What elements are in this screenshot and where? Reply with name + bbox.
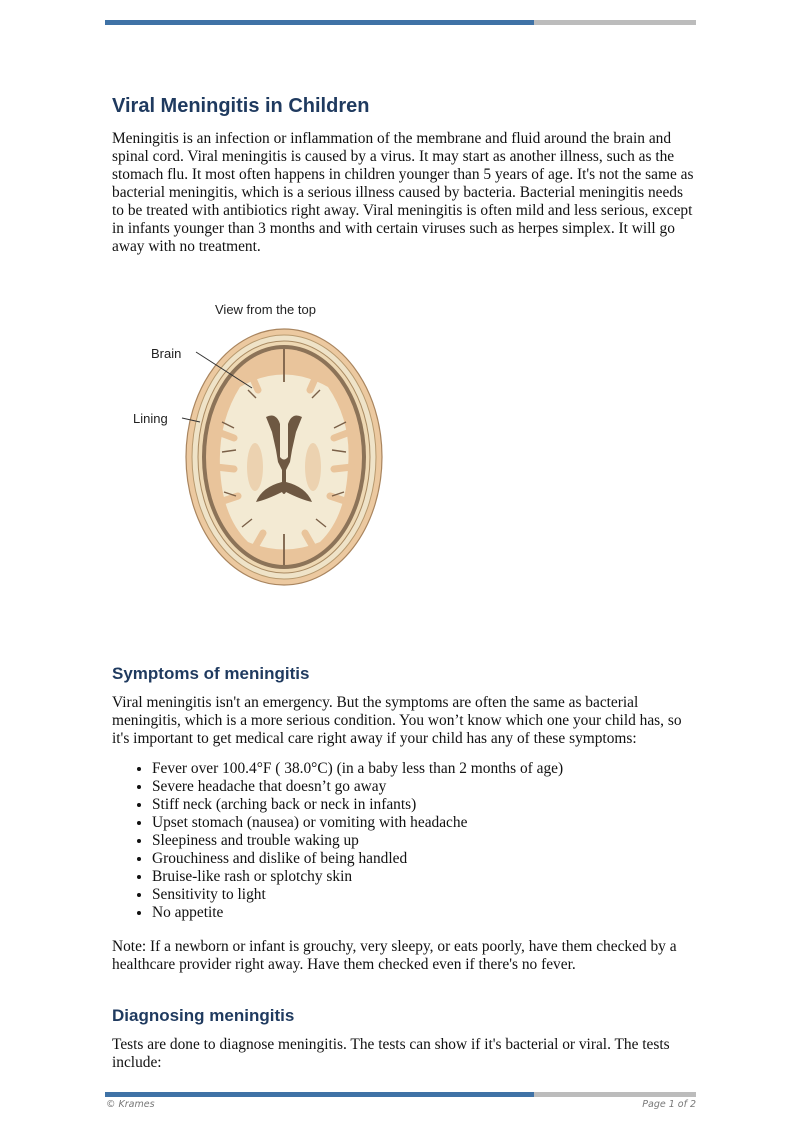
brain-illustration [130, 292, 410, 602]
list-item: • Sensitivity to light [152, 886, 697, 904]
figure-label-brain: Brain [151, 346, 182, 361]
symptoms-intro: Viral meningitis isn't an emergency. But the symptoms are often the same as bacterial meningitis, which is a more serious condition. You won’t know which one your child has, so it's important to get medical care right away if your child has any of these symptoms: [112, 694, 682, 747]
list-item: • Stiff neck (arching back or neck in infants) [152, 796, 697, 814]
document-body [112, 92, 697, 1072]
list-item: • Fever over 100.4°F ( 38.0°C) (in a baby less than 2 months of age) [152, 760, 697, 778]
footer-progress-bar [105, 1092, 696, 1097]
footer-bar-gray [534, 1092, 696, 1097]
figure-leader-lines [130, 292, 410, 602]
figure-caption: View from the top [215, 302, 316, 317]
list-item: • No appetite [152, 904, 697, 922]
list-item: • Sleepiness and trouble waking up [152, 832, 697, 850]
list-item: • Grouchiness and dislike of being handled [152, 850, 697, 868]
infant-note: Note: If a newborn or infant is grouchy, very sleepy, or eats poorly, have them checked by a healthcare provider right away. Have them checked even if there's no fever. [112, 938, 677, 973]
symptoms-list [112, 760, 697, 922]
list-item: • Upset stomach (nausea) or vomiting with headache [152, 814, 697, 832]
intro-paragraph: Meningitis is an infection or inflammation of the membrane and fluid around the brain and spinal cord. Viral meningitis is caused by a virus. It may start as another illness, such as the stomach flu. It most often happens in children younger than 5 years of age. It's not the same as bacterial meningitis, which is a serious illness caused by bacteria. Bacterial meningitis needs to be treated with antibiotics right away. Viral meningitis is often mild and less serious, except in infants younger than 3 months and with certain viruses such as herpes simplex. It will go away with no treatment. [112, 130, 694, 255]
list-item: • Bruise-like rash or splotchy skin [152, 868, 697, 886]
header-bar-gray [534, 20, 696, 25]
header-progress-bar [105, 20, 696, 25]
symptoms-heading: Symptoms of meningitis [112, 664, 310, 683]
footer-page-number: Page 1 of 2 [642, 1099, 696, 1110]
footer-bar-blue [105, 1092, 534, 1097]
figure-label-lining: Lining [133, 411, 168, 426]
page-title: Viral Meningitis in Children [112, 95, 370, 117]
diagnosing-heading: Diagnosing meningitis [112, 1006, 295, 1025]
header-bar-blue [105, 20, 534, 25]
list-item: • Severe headache that doesn’t go away [152, 778, 697, 796]
footer-copyright: © Krames [106, 1099, 155, 1110]
diagnosing-intro: Tests are done to diagnose meningitis. The tests can show if it's bacterial or viral. The tests include: [112, 1036, 670, 1071]
